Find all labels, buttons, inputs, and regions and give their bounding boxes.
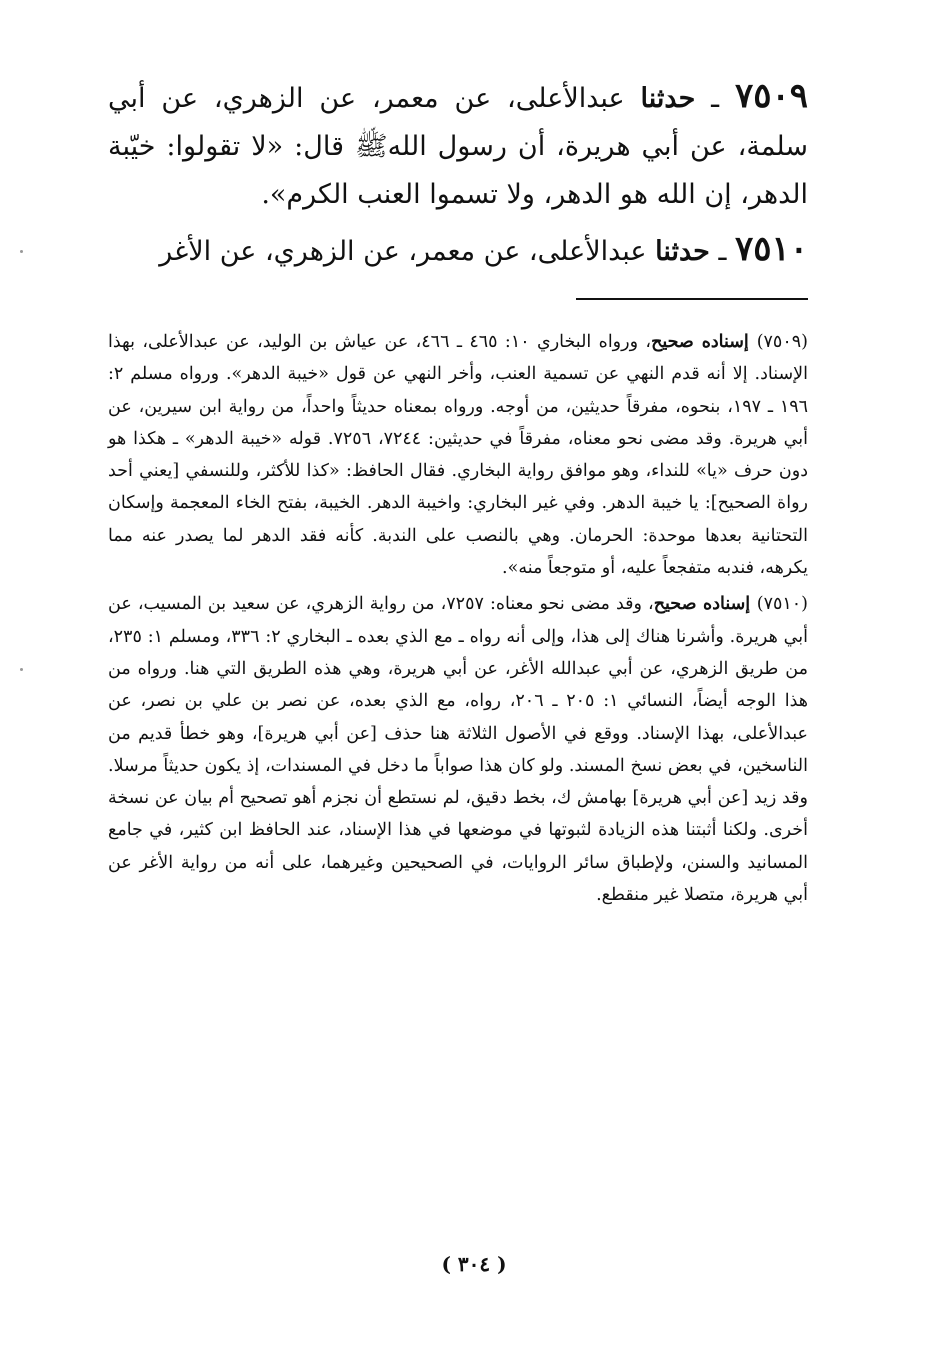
hadith-text-block (108, 72, 808, 282)
hadith-7509 (108, 72, 808, 219)
hadith-keyword: حدثنا (640, 83, 696, 114)
footnote-keyword: إسناده صحيح (653, 594, 757, 615)
hadith-body: عبدالأعلى، عن معمر، عن الزهري، عن أبي سلمة، عن أبي هريرة، أن رسول اللهﷺ قال: «لا تقولوا: خيّبة الدهر، إن الله هو الدهر، ولا تسموا العنب الكرم». (108, 83, 808, 210)
footnote-ref: (٧٥١٠) (756, 594, 808, 615)
footnote-keyword: إسناده صحيح (651, 332, 757, 352)
footnotes-block (108, 326, 808, 915)
footnote-divider (576, 298, 808, 300)
hadith-dash: ـ (709, 236, 735, 267)
page-number: ( ٣٠٤ ) (441, 1252, 507, 1276)
hadith-keyword: حدثنا (655, 236, 710, 267)
footnote-body: ، ورواه البخاري ١٠: ٤٦٥ ـ ٤٦٦، عن عياش بن الوليد، عن عبدالأعلى، بهذا الإسناد. إلا أنه قدم النهي عن تسمية العنب، وأخر النهي عن قول «خيبة الدهر». ورواه مسلم ٢: ١٩٦ ـ ١٩٧، بنحوه، مفرقاً حديثين، من أوجه. ورواه بمعناه حديثاً واحداً، من رواية ابن سيرين، عن أبي هريرة. وقد مضى نحو معناه، مفرقاً في حديثين: ٧٢٤٤، ٧٢٥٦. قوله «خيبة الدهر» ـ هكذا هو دون حرف «يا» للنداء، وهو موافق رواية البخاري. فقال الحافظ: «كذا للأكثر، وللنسفي [يعني أحد رواة الصحيح]: يا خيبة الدهر. وفي غير البخاري: واخيبة الدهر. الخيبة، بفتح الخاء المعجمة وإسكان التحتانية بعدها موحدة: الحرمان. وهي بالنصب على الندبة. كأنه فقد الدهر لما يصدر عنه مما يكرهه، فندبه متفجعاً عليه، أو متوجعاً منه». (108, 332, 809, 579)
footnote-body: ، وقد مضى نحو معناه: ٧٢٥٧، من رواية الزهري، عن سعيد بن المسيب، عن أبي هريرة. وأشرنا هناك إلى هذا، وإلى أنه رواه ـ مع الذي بعده ـ البخاري ٢: ٣٣٦، ومسلم ١: ٢٣٥، من طريق الزهري، عن أبي عبدالله الأغر، عن أبي هريرة، وهي هذه الطريق التي هنا. ورواه من هذا الوجه أيضاً، النسائي ١: ٢٠٥ ـ ٢٠٦، رواه، مع الذي بعده، عن نصر بن علي بن نصر، عن عبدالأعلى، بهذا الإسناد. ووقع في الأصول الثلاثة هنا حذف [عن أبي هريرة]، وهو خطأ قديم من الناسخين، في بعض نسخ المسند. ولو كان هذا صواباً ما دخل في المسندات، إذ يكون حديثاً مرسلا. وقد زيد [عن أبي هريرة] بهامش ك، بخط دقيق، لم نستطع أن نجزم أهو تصحيح أم بيان عن نسخة أخرى. ولكنا أثبتنا هذه الزيادة لثبوتها في موضعها في هذا الإسناد، عند الحافظ ابن كثير، في جامع المسانيد والسنن، ولإطباق سائر الروايات، في الصحيحين وغيرهما، على أنه من رواية الأغر عن أبي هريرة، متصلا غير منقطع. (108, 594, 808, 906)
scan-speck (20, 668, 23, 671)
scan-speck (20, 250, 23, 253)
footnote-7509 (108, 326, 808, 584)
hadith-number: ٧٥١٠ (734, 229, 808, 269)
hadith-7510 (108, 225, 808, 276)
hadith-dash: ـ (695, 83, 735, 114)
footnote-7510 (108, 588, 808, 911)
footnote-ref: (٧٥٠٩) (756, 332, 808, 352)
hadith-number: ٧٥٠٩ (734, 76, 808, 116)
hadith-body: عبدالأعلى، عن معمر، عن الزهري، عن الأغر (159, 236, 656, 267)
